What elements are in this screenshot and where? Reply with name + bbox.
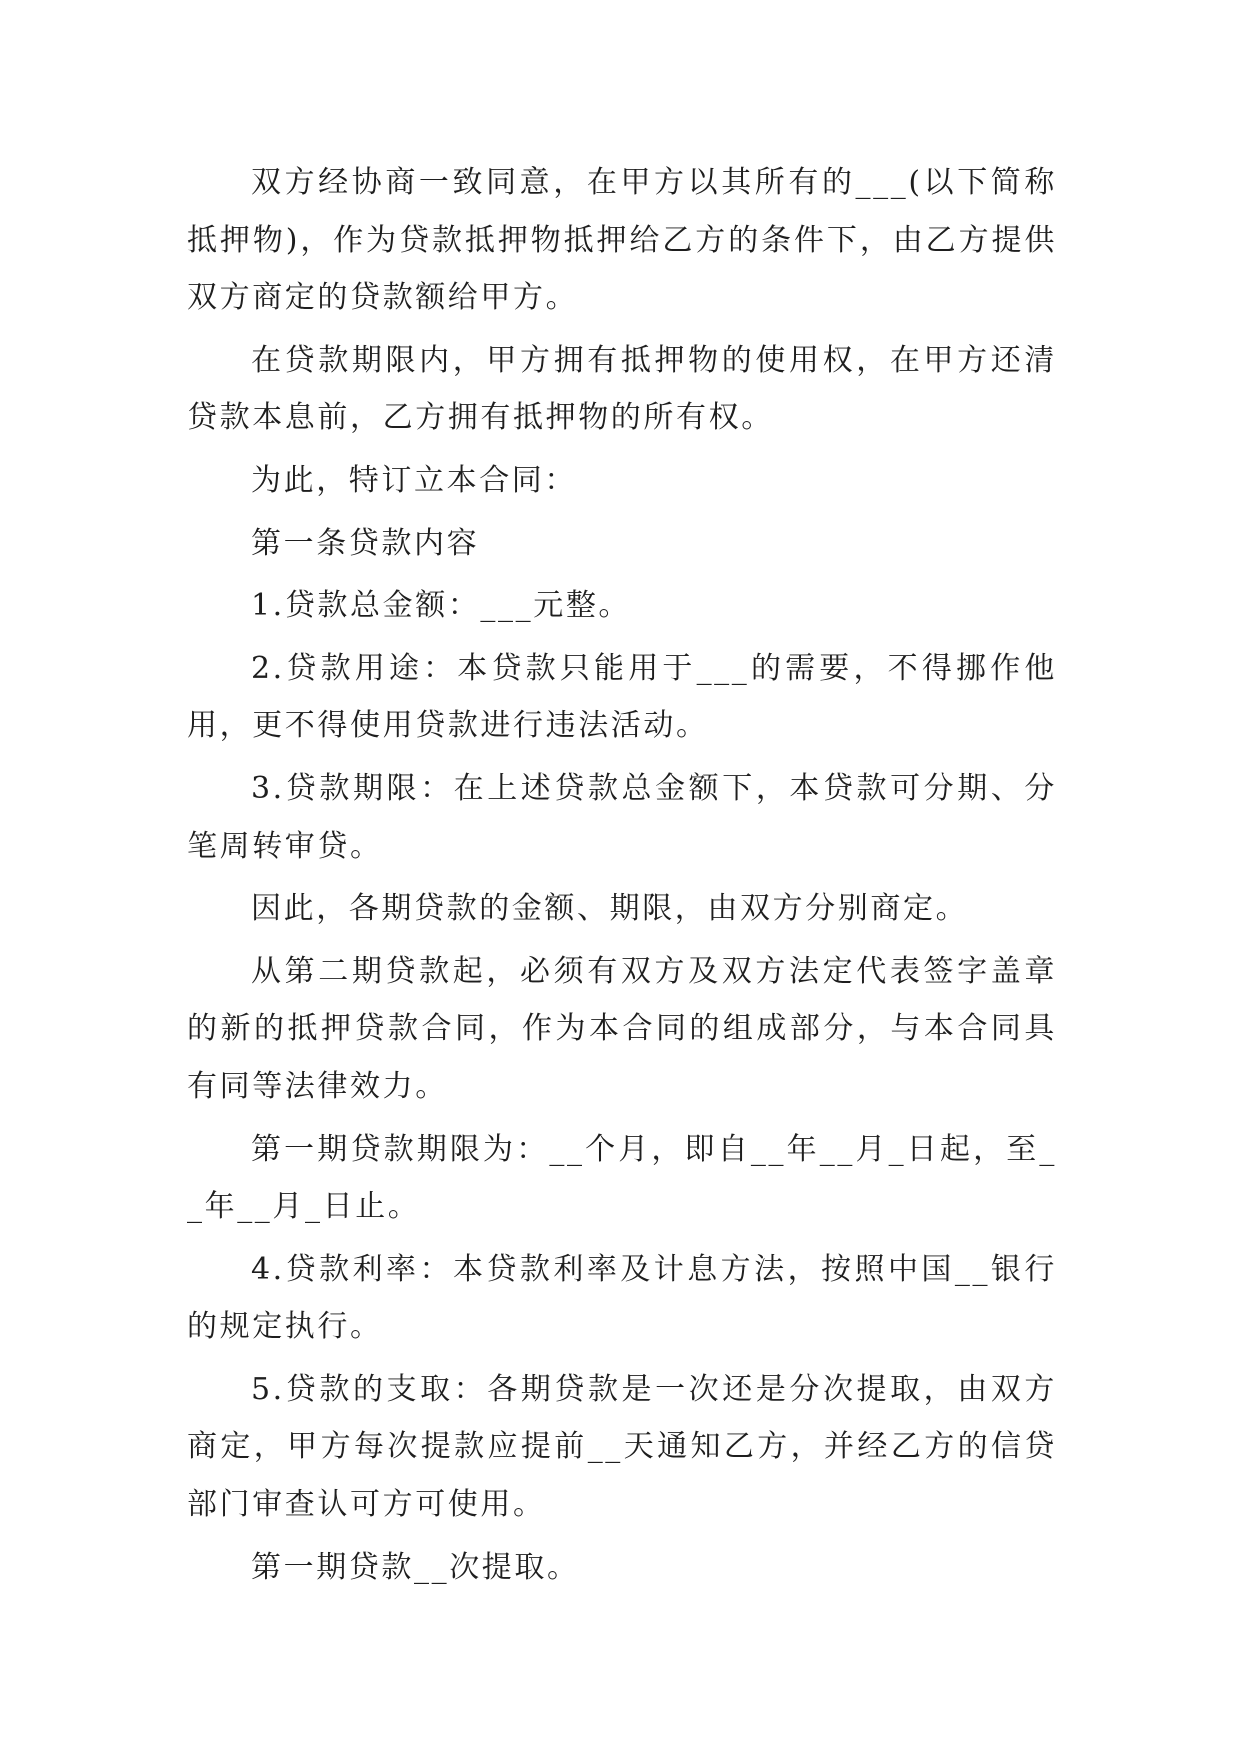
clause-total-amount: 1.贷款总金额：___元整。 bbox=[251, 588, 632, 624]
clause-loan-purpose: 2.贷款用途：本贷款只能用于___的需要，不得挪作他用，更不得使用贷款进行违法活动。 bbox=[187, 650, 1057, 744]
paragraph-collateral-intro: 双方经协商一致同意，在甲方以其所有的___(以下简称抵押物)，作为贷款抵押物抵押给乙方的条件下，由乙方提供双方商定的贷款额给甲方。 bbox=[187, 165, 1057, 316]
paragraph-ownership: 在贷款期限内，甲方拥有抵押物的使用权，在甲方还清贷款本息前，乙方拥有抵押物的所有权。 bbox=[187, 342, 1057, 436]
paragraph-enactment: 为此，特订立本合同： bbox=[251, 462, 577, 498]
paragraph-second-installment: 从第二期贷款起，必须有双方及双方法定代表签字盖章的新的抵押贷款合同，作为本合同的组成部分，与本合同具有同等法律效力。 bbox=[187, 953, 1057, 1104]
clause-loan-term: 3.贷款期限：在上述贷款总金额下，本贷款可分期、分笔周转审贷。 bbox=[187, 770, 1057, 864]
clause-withdrawal: 5.贷款的支取：各期贷款是一次还是分次提取，由双方商定，甲方每次提款应提前__天通知乙方，并经乙方的信贷部门审查认可方可使用。 bbox=[187, 1371, 1057, 1523]
document-body bbox=[187, 154, 1057, 1601]
paragraph-first-withdrawal: 第一期贷款__次提取。 bbox=[251, 1549, 580, 1585]
paragraph-installments: 因此，各期贷款的金额、期限，由双方分别商定。 bbox=[251, 891, 969, 927]
article-1-heading: 第一条贷款内容 bbox=[251, 525, 480, 561]
clause-interest-rate: 4.贷款利率：本贷款利率及计息方法，按照中国__银行的规定执行。 bbox=[187, 1251, 1057, 1345]
paragraph-first-term: 第一期贷款期限为：__个月，即自__年__月_日起，至__年__月_日止。 bbox=[187, 1131, 1057, 1225]
